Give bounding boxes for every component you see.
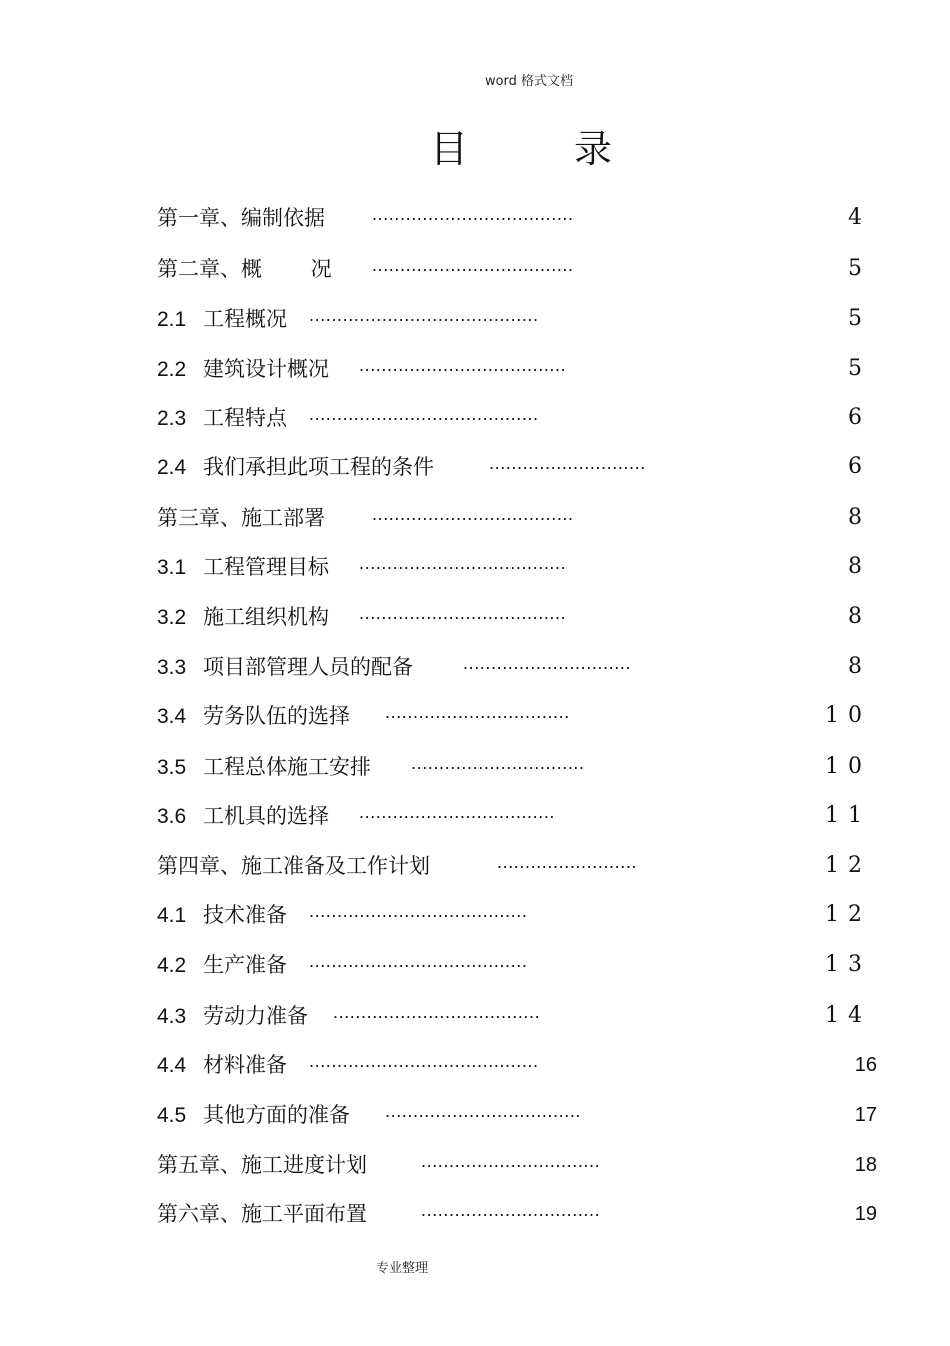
toc-entry-page-number: 5	[848, 256, 871, 281]
toc-entry-page-number: 5	[848, 356, 871, 381]
toc-entry-leader-dots: ..............................	[463, 653, 632, 673]
toc-entry-page-number: 6	[848, 454, 871, 479]
toc-entry[interactable]	[157, 203, 877, 233]
toc-entry-page-number: 8	[848, 505, 871, 530]
toc-entry-leader-dots: .........................................	[309, 404, 539, 424]
toc-entry-page-number: 16	[854, 1054, 877, 1076]
toc-title-char-1: 目	[430, 127, 469, 171]
toc-entry-number: 3.1	[157, 556, 187, 579]
toc-entry-leader-dots: ................................	[421, 1151, 601, 1171]
toc-entry-page-number: 8	[848, 604, 871, 629]
toc-entry[interactable]	[157, 851, 877, 881]
toc-entry-title: 第五章、施工进度计划	[157, 1153, 367, 1177]
toc-entry-leader-dots: .......................................	[309, 901, 528, 921]
toc-entry-number: 3.2	[157, 606, 187, 629]
toc-entry-title: 材料准备	[203, 1053, 287, 1077]
toc-entry-title: 工程管理目标	[203, 555, 329, 579]
toc-entry-leader-dots: .........................................	[309, 305, 539, 325]
toc-entry-page-number: 8	[848, 654, 871, 679]
toc-entry-number: 4.3	[157, 1005, 187, 1028]
toc-entry-leader-dots: ....................................	[372, 204, 574, 224]
header-note: word 格式文档	[484, 74, 574, 89]
toc-entry-page-number: 12	[825, 853, 871, 878]
toc-entry-leader-dots: ....................................	[372, 255, 574, 275]
toc-entry[interactable]	[157, 1199, 877, 1229]
toc-entry-leader-dots: .......................................	[309, 951, 528, 971]
toc-entry-title: 第二章、概 况	[157, 257, 332, 281]
toc-entry-title: 第六章、施工平面布置	[157, 1202, 367, 1226]
toc-entry-title: 工程总体施工安排	[203, 755, 371, 779]
toc-entry-page-number: 8	[848, 554, 871, 579]
toc-entry[interactable]	[157, 304, 877, 334]
toc-entry-page-number: 17	[854, 1104, 877, 1126]
toc-entry-title: 建筑设计概况	[203, 357, 329, 381]
footer-note: 专业整理	[376, 1261, 429, 1276]
toc-entry[interactable]	[157, 1050, 877, 1080]
toc-entry-leader-dots: .........................	[497, 852, 638, 872]
toc-entry-number: 2.2	[157, 358, 187, 381]
toc-entry-leader-dots: ................................	[421, 1200, 601, 1220]
toc-entry-number: 2.4	[157, 456, 187, 479]
toc-entry-page-number: 19	[854, 1203, 877, 1225]
toc-entry[interactable]	[157, 503, 877, 533]
toc-entry[interactable]	[157, 900, 877, 930]
toc-entry[interactable]	[157, 801, 877, 831]
toc-entry-leader-dots: ...................................	[359, 802, 556, 822]
toc-entry-title: 工机具的选择	[203, 804, 329, 828]
toc-entry-leader-dots: .....................................	[359, 355, 567, 375]
toc-title-char-2: 录	[574, 127, 613, 171]
toc-title	[430, 118, 612, 173]
toc-entry-page-number: 13	[825, 952, 871, 977]
toc-entry-page-number: 11	[825, 803, 871, 828]
toc-entry-title: 技术准备	[203, 903, 287, 927]
toc-entry-leader-dots: .....................................	[359, 603, 567, 623]
toc-entry-page-number: 10	[825, 754, 871, 779]
toc-entry-leader-dots: .........................................	[309, 1051, 539, 1071]
toc-entry-title: 工程特点	[203, 406, 287, 430]
toc-entry-leader-dots: ....................................	[372, 504, 574, 524]
toc-entry-leader-dots: ............................	[489, 453, 646, 473]
toc-entry-page-number: 12	[825, 902, 871, 927]
toc-entry[interactable]	[157, 701, 877, 731]
toc-entry-number: 3.6	[157, 805, 187, 828]
toc-entry-title: 第四章、施工准备及工作计划	[157, 854, 430, 878]
toc-entry-page-number: 6	[848, 405, 871, 430]
toc-entry-title: 工程概况	[203, 307, 287, 331]
toc-entry-number: 3.3	[157, 656, 187, 679]
toc-entry[interactable]	[157, 1100, 877, 1130]
toc-entry[interactable]	[157, 254, 877, 284]
toc-entry[interactable]	[157, 552, 877, 582]
toc-entry-number: 3.5	[157, 756, 187, 779]
toc-entry-leader-dots: .....................................	[359, 553, 567, 573]
toc-entry[interactable]	[157, 452, 877, 482]
toc-entry[interactable]	[157, 354, 877, 384]
toc-entry[interactable]	[157, 950, 877, 980]
toc-entry-title: 劳务队伍的选择	[203, 704, 350, 728]
toc-entry-title: 第三章、施工部署	[157, 506, 325, 530]
toc-entry-page-number: 5	[848, 306, 871, 331]
toc-entry-number: 2.1	[157, 308, 187, 331]
toc-entry-page-number: 10	[825, 703, 871, 728]
toc-entry-title: 施工组织机构	[203, 605, 329, 629]
toc-entry-number: 4.2	[157, 954, 187, 977]
toc-entry-number: 4.4	[157, 1054, 187, 1077]
toc-entry-page-number: 14	[825, 1003, 871, 1028]
toc-entry[interactable]	[157, 752, 877, 782]
toc-entry-title: 我们承担此项工程的条件	[203, 455, 434, 479]
toc-entry-leader-dots: ...................................	[385, 1101, 582, 1121]
toc-entry[interactable]	[157, 602, 877, 632]
toc-entry[interactable]	[157, 1001, 877, 1031]
toc-entry-number: 4.1	[157, 904, 187, 927]
toc-entry-title: 其他方面的准备	[203, 1103, 350, 1127]
toc-entry-leader-dots: ...............................	[411, 753, 585, 773]
toc-entry-title: 项目部管理人员的配备	[203, 655, 413, 679]
toc-entry-title: 生产准备	[203, 953, 287, 977]
toc-entry[interactable]	[157, 1150, 877, 1180]
toc-entry-number: 4.5	[157, 1104, 187, 1127]
toc-entry-leader-dots: .....................................	[333, 1002, 541, 1022]
toc-entry-number: 2.3	[157, 407, 187, 430]
toc-entry-number: 3.4	[157, 705, 187, 728]
toc-entry-title: 劳动力准备	[203, 1004, 308, 1028]
toc-entry-leader-dots: .................................	[385, 702, 570, 722]
toc-entry-page-number: 18	[854, 1154, 877, 1176]
toc-entry[interactable]	[157, 403, 877, 433]
toc-entry[interactable]	[157, 652, 877, 682]
toc-entry-page-number: 4	[848, 205, 871, 230]
toc-entry-title: 第一章、编制依据	[157, 206, 325, 230]
